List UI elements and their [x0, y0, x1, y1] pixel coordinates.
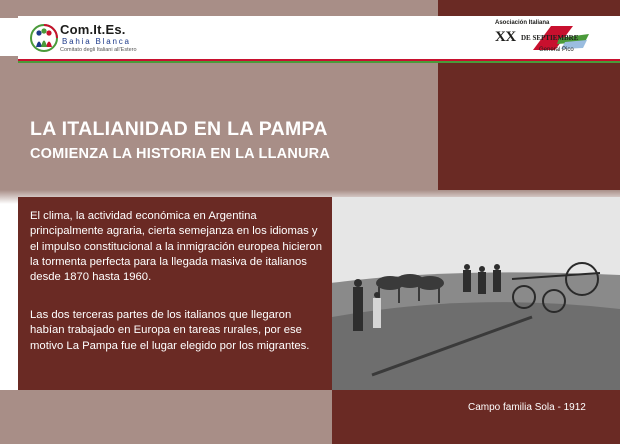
historical-photo — [332, 197, 620, 390]
comites-title: Com.It.Es. — [60, 22, 126, 37]
xx-septiembre-logo — [473, 20, 613, 56]
comites-logo — [30, 21, 146, 55]
page-subtitle: COMIENZA LA HISTORIA EN LA LLANURA — [30, 146, 331, 162]
header-band — [18, 16, 620, 63]
bottom-band-left — [0, 390, 332, 444]
city-label: General Pico — [539, 47, 574, 53]
paragraph-1: El clima, la actividad económica en Argentina principalmente agraria, cierta semejanza en los idiomas y el impulso constitucional a la inmigración europea hicieron la tormenta perfecta para la llegada masiva de italianos desde 1870 hasta 1960. — [30, 210, 322, 284]
xx-numeral: XX — [495, 29, 516, 45]
comites-tagline: Comitato degli Italiani all'Estero — [60, 47, 137, 53]
paragraph-2: Las dos terceras partes de los italianos que llegaron habían trabajado en Europa en tareas rurales, por ese motivo La Pampa fue el lugar elegido por los migrantes. — [30, 309, 310, 352]
association-label: Asociación Italiana — [495, 20, 550, 26]
page-title: LA ITALIANIDAD EN LA PAMPA — [30, 118, 328, 140]
header-red-stripe — [18, 59, 620, 61]
farm-scene-image — [332, 197, 620, 390]
photo-caption: Campo familia Sola - 1912 — [468, 402, 586, 413]
de-septiembre: DE SEPTIEMBRE — [521, 34, 579, 42]
intro-text-box — [18, 197, 332, 390]
comites-emblem-icon — [30, 23, 58, 53]
comites-city: Bahia Blanca — [62, 37, 131, 46]
